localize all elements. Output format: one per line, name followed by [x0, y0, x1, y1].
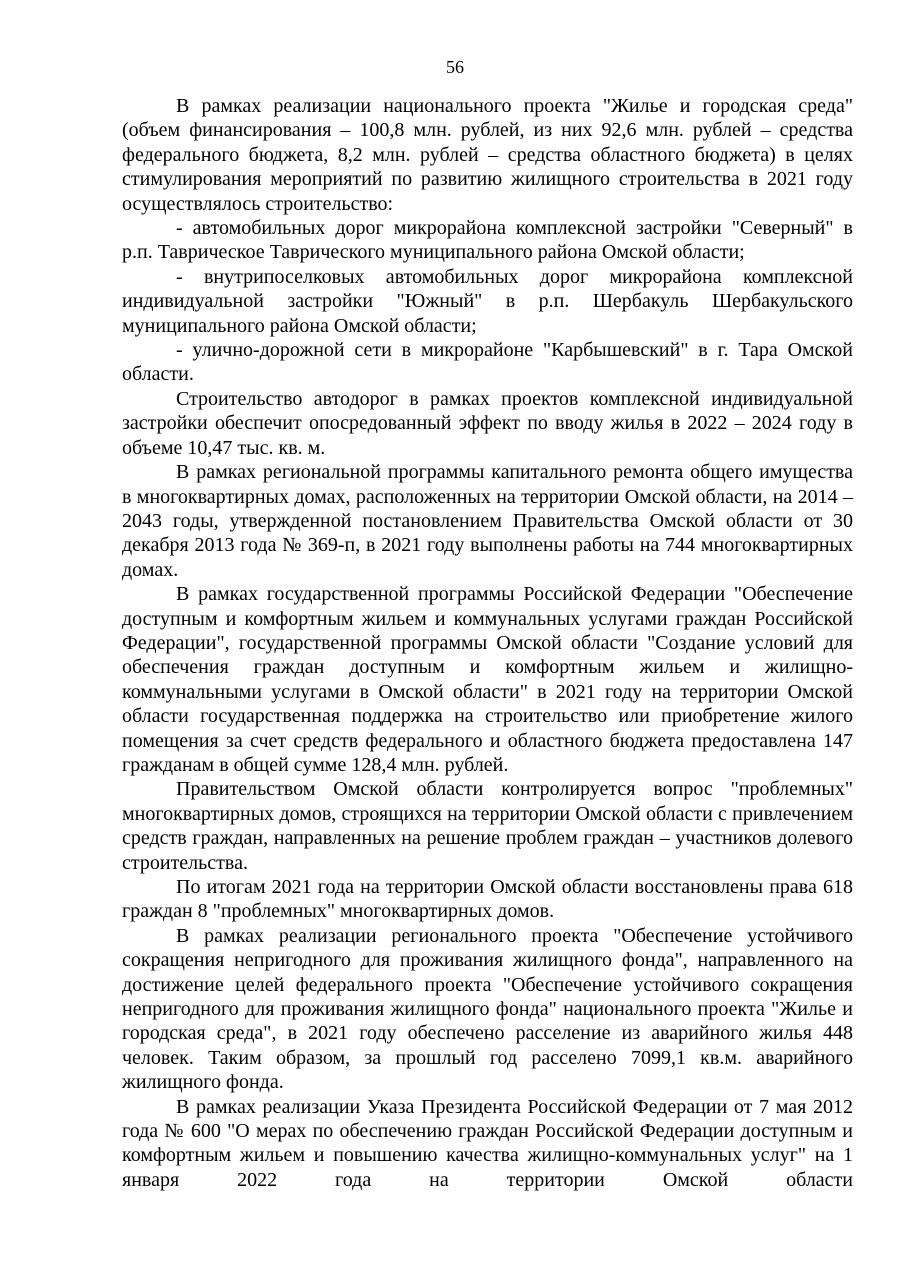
paragraph: В рамках региональной программы капитального ремонта общего имущества в многоквартирных домах, расположенных на территории Омской области, на 2014 – 2043 годы, утвержденной постановлением Правительства Омской области от 30 декабря 2013 года № 369-п, в 2021 году выполнены работы на 744 многоквартирных домах. [122, 461, 853, 581]
paragraph: В рамках реализации Указа Президента Российской Федерации от 7 мая 2012 года № 600 "О мерах по обеспечению граждан Российской Федерации доступным и комфортным жильем и повышению качества жилищно-коммунальных услуг" на 1 января 2022 года на территории Омской области [122, 1095, 853, 1191]
paragraph: В рамках реализации регионального проекта "Обеспечение устойчивого сокращения непригодного для проживания жилищного фонда", направленного на достижение целей федерального проекта "Обеспечение устойчивого сокращения непригодного для проживания жилищного фонда" национального проекта "Жилье и городская среда", в 2021 году обеспечено расселение из аварийного жилья 448 человек. Таким образом, за прошлый год расселено 7099,1 кв.м. аварийного жилищного фонда. [122, 924, 853, 1094]
paragraph: - автомобильных дорог микрорайона комплексной застройки "Северный" в р.п. Таврическое Таврического муниципального района Омской области; [122, 217, 853, 264]
page-number: 56 [446, 57, 464, 77]
paragraph: Правительством Омской области контролируется вопрос "проблемных" многоквартирных домов, строящихся на территории Омской области с привлечением средств граждан, направленных на решение проблем граждан – участников долевого строительства. [122, 778, 853, 874]
paragraph: - улично-дорожной сети в микрорайоне "Карбышевский" в г. Тара Омской области. [122, 339, 853, 386]
paragraph: В рамках реализации национального проекта "Жилье и городская среда" (объем финансирования – 100,8 млн. рублей, из них 92,6 млн. рублей – средства федерального бюджета, 8,2 млн. рублей – средства областного бюджета) в целях стимулирования мероприятий по развитию жилищного строительства в 2021 году осуществлялось строительство: [122, 95, 853, 215]
paragraph: Строительство автодорог в рамках проектов комплексной индивидуальной застройки обеспечит опосредованный эффект по вводу жилья в 2022 – 2024 году в объеме 10,47 тыс. кв. м. [122, 387, 853, 459]
paragraph: В рамках государственной программы Российской Федерации "Обеспечение доступным и комфортным жильем и коммунальных услугами граждан Российской Федерации", государственной программы Омской области "Создание условий для обеспечения граждан доступным и комфортным жильем и жилищно-коммунальными услугами в Омской области" в 2021 году на территории Омской области государственная поддержка на строительство или приобретение жилого помещения за счет средств федерального и областного бюджета предоставлена 147 гражданам в общей сумме 128,4 млн. рублей. [122, 583, 853, 776]
paragraph: По итогам 2021 года на территории Омской области восстановлены права 618 граждан 8 "проблемных" многоквартирных домов. [122, 876, 853, 923]
paragraph: - внутрипоселковых автомобильных дорог микрорайона комплексной индивидуальной застройки "Южный" в р.п. Шербакуль Шербакульского муниципального района Омской области; [122, 265, 853, 337]
document-body [122, 94, 853, 1192]
